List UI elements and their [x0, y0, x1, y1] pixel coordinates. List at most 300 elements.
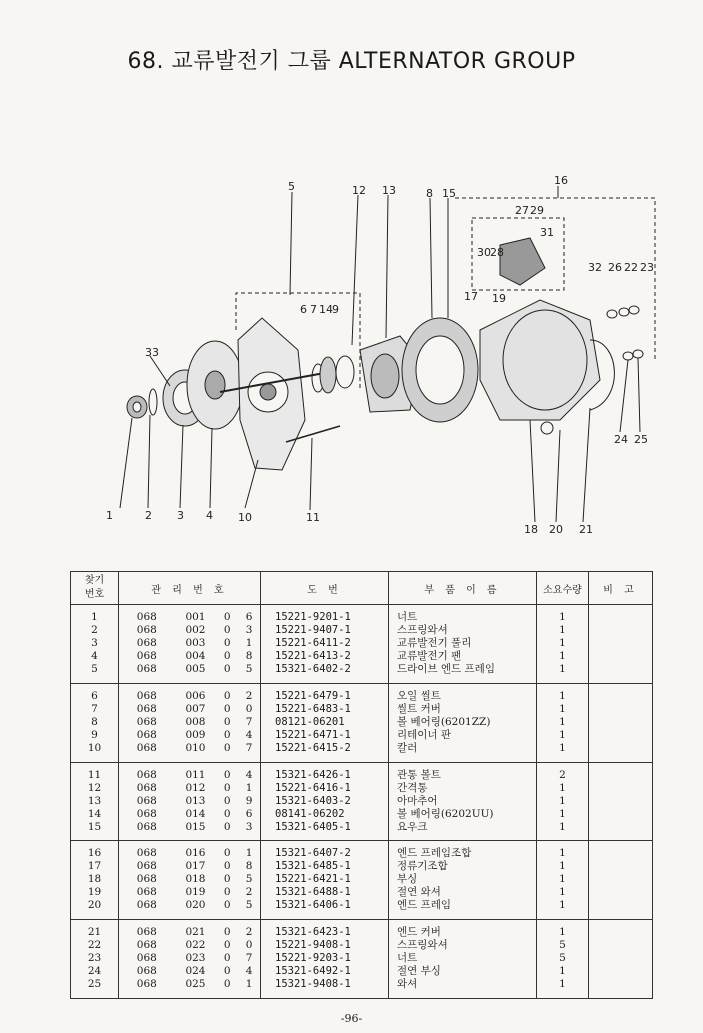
find-number-line: 11 — [87, 768, 102, 781]
callout-23: 23 — [640, 261, 654, 274]
management-number-line — [119, 782, 260, 795]
management-part-m4: 7 — [245, 952, 253, 965]
management-part-m3: 0 — [223, 702, 231, 715]
management-part-m2: 013 — [185, 794, 206, 807]
management-number-line — [119, 795, 260, 808]
management-number-line — [119, 703, 260, 716]
find-number-line: 3 — [91, 637, 98, 649]
find-number-line: 19 — [87, 886, 102, 899]
remarks-line — [589, 742, 652, 755]
management-part-m2: 009 — [185, 728, 206, 741]
management-number-line — [119, 939, 260, 952]
quantity-line: 1 — [559, 794, 566, 807]
management-number-line — [119, 637, 260, 650]
management-part-m1: 068 — [136, 873, 157, 886]
header-drawing-number: 도 번 — [261, 572, 389, 605]
management-part-m1: 068 — [136, 781, 157, 794]
callout-32: 32 — [588, 261, 602, 274]
callout-1: 1 — [106, 509, 113, 522]
management-part-m1: 068 — [136, 637, 157, 649]
find-number-line: 18 — [87, 873, 102, 886]
drawing-number-line: 15321-6485-1 — [275, 860, 351, 873]
management-part-m2: 006 — [185, 689, 206, 702]
part-name-line: 교류발전기 팬 — [397, 650, 462, 662]
management-number-line — [119, 611, 260, 624]
management-part-m3: 0 — [223, 794, 231, 807]
management-part-m4: 9 — [245, 794, 253, 807]
part-name-line: 와셔 — [397, 978, 418, 991]
part-name-line: 오일 씰트 — [397, 689, 441, 702]
management-part-m2: 023 — [185, 952, 206, 965]
management-part-m1: 068 — [136, 965, 157, 978]
part-name-line: 부싱 — [397, 873, 418, 886]
find-number-line: 13 — [87, 794, 102, 807]
drawing-number-line: 15221-9203-1 — [275, 952, 351, 965]
management-part-m3: 0 — [223, 926, 231, 939]
management-part-m2: 021 — [185, 926, 206, 939]
management-number-line — [119, 690, 260, 703]
callout-8: 8 — [426, 187, 433, 200]
callout-19: 19 — [492, 292, 506, 305]
quantity-line: 1 — [559, 807, 566, 820]
management-part-m1: 068 — [136, 702, 157, 715]
management-part-m4: 5 — [245, 899, 253, 912]
quantity-line: 1 — [559, 978, 566, 991]
part-name-line: 엔드 프레임 — [397, 899, 452, 912]
quantity-line: 1 — [559, 663, 566, 675]
remarks-line — [589, 860, 652, 873]
management-number-line — [119, 847, 260, 860]
management-part-m1: 068 — [136, 663, 157, 675]
drawing-number-line: 15221-9201-1 — [275, 611, 351, 623]
part-name-line: 스프링와셔 — [397, 939, 448, 952]
quantity-line: 1 — [559, 820, 566, 833]
remarks-line — [589, 978, 652, 991]
management-number-line — [119, 742, 260, 755]
management-part-m4: 7 — [245, 741, 253, 754]
find-number-line: 2 — [91, 624, 98, 636]
management-number-line — [119, 716, 260, 729]
management-part-m3: 0 — [223, 978, 231, 991]
part-name-line: 절연 부싱 — [397, 965, 441, 978]
management-part-m4: 5 — [245, 873, 253, 886]
find-number-line: 20 — [87, 899, 102, 912]
find-number-line: 12 — [87, 781, 102, 794]
management-part-m2: 018 — [185, 873, 206, 886]
remarks-line — [589, 952, 652, 965]
find-number-line: 9 — [91, 728, 98, 741]
management-number-line — [119, 952, 260, 965]
quantity-line: 1 — [559, 624, 566, 636]
management-part-m3: 0 — [223, 860, 231, 873]
remarks-line — [589, 847, 652, 860]
drawing-number-line: 15221-6413-2 — [275, 650, 351, 662]
drawing-number-line: 15221-6411-2 — [275, 637, 351, 649]
page-title: 68. 교류발전기 그룹 ALTERNATOR GROUP — [127, 49, 576, 74]
part-name-line: 드라이브 엔드 프레임 — [397, 663, 495, 675]
part-name-line: 너트 — [397, 611, 418, 623]
management-part-m4: 2 — [245, 926, 253, 939]
drawing-number-line: 15321-6406-1 — [275, 899, 351, 912]
parts-table-header — [71, 572, 653, 605]
callout-22: 22 — [624, 261, 638, 274]
management-part-m1: 068 — [136, 978, 157, 991]
find-number-cell — [71, 605, 119, 684]
drawing-number-cell — [261, 762, 389, 841]
management-part-m4: 6 — [245, 807, 253, 820]
management-part-m4: 8 — [245, 860, 253, 873]
remarks-line — [589, 716, 652, 729]
find-number-line: 8 — [91, 715, 98, 728]
callout-28: 28 — [490, 246, 504, 259]
callout-2: 2 — [145, 509, 152, 522]
management-number-cell — [119, 920, 261, 999]
remarks-line — [589, 821, 652, 834]
remarks-line — [589, 650, 652, 663]
drawing-number-cell — [261, 920, 389, 999]
quantity-line: 1 — [559, 965, 566, 978]
management-part-m4: 3 — [245, 820, 253, 833]
management-part-m2: 001 — [185, 611, 206, 623]
find-number-line: 24 — [87, 965, 102, 978]
callout-29: 29 — [530, 204, 544, 217]
drawing-number-line: 15321-6403-2 — [275, 794, 351, 807]
remarks-line — [589, 926, 652, 939]
find-number-line: 5 — [91, 663, 98, 675]
management-part-m3: 0 — [223, 899, 231, 912]
find-number-line: 1 — [91, 611, 98, 623]
parts-group — [71, 920, 653, 999]
management-part-m1: 068 — [136, 926, 157, 939]
drawing-number-line: 15221-6479-1 — [275, 689, 351, 702]
drawing-number-cell — [261, 605, 389, 684]
drawing-number-line: 15221-9407-1 — [275, 624, 351, 636]
management-part-m1: 068 — [136, 807, 157, 820]
find-number-line: 15 — [87, 820, 102, 833]
management-part-m4: 3 — [245, 624, 253, 636]
page-number: -96- — [340, 1012, 363, 1025]
callout-18: 18 — [524, 523, 538, 536]
remarks-cell — [589, 920, 653, 999]
drawing-number-line: 15221-6416-1 — [275, 781, 351, 794]
drawing-number-line: 15221-9408-1 — [275, 939, 351, 952]
management-part-m4: 4 — [245, 768, 253, 781]
header-remarks: 비 고 — [589, 572, 653, 605]
management-part-m1: 068 — [136, 741, 157, 754]
drawing-number-line: 15321-6423-1 — [275, 926, 351, 939]
drawing-number-cell — [261, 683, 389, 762]
callout-9: 9 — [332, 303, 339, 316]
management-part-m2: 025 — [185, 978, 206, 991]
management-part-m3: 0 — [223, 768, 231, 781]
management-part-m2: 007 — [185, 702, 206, 715]
callout-14: 14 — [319, 303, 333, 316]
management-part-m4: 0 — [245, 939, 253, 952]
remarks-line — [589, 965, 652, 978]
callout-3: 3 — [177, 509, 184, 522]
remarks-line — [589, 899, 652, 912]
remarks-cell — [589, 683, 653, 762]
callout-26: 26 — [608, 261, 622, 274]
management-part-m3: 0 — [223, 952, 231, 965]
remarks-line — [589, 663, 652, 676]
remarks-line — [589, 795, 652, 808]
management-part-m1: 068 — [136, 715, 157, 728]
callout-13: 13 — [382, 184, 396, 197]
management-part-m2: 010 — [185, 741, 206, 754]
management-number-cell — [119, 683, 261, 762]
quantity-line: 1 — [559, 702, 566, 715]
remarks-cell — [589, 762, 653, 841]
drawing-number-line: 15221-6471-1 — [275, 728, 351, 741]
management-part-m1: 068 — [136, 860, 157, 873]
management-part-m1: 068 — [136, 952, 157, 965]
part-name-line: 볼 베어링(6201ZZ) — [397, 715, 491, 728]
management-number-cell — [119, 841, 261, 920]
management-part-m2: 019 — [185, 886, 206, 899]
remarks-line — [589, 637, 652, 650]
management-part-m3: 0 — [223, 624, 231, 636]
quantity-line: 1 — [559, 715, 566, 728]
management-number-line — [119, 650, 260, 663]
management-part-m4: 1 — [245, 978, 253, 991]
management-part-m1: 068 — [136, 689, 157, 702]
management-number-cell — [119, 762, 261, 841]
quantity-line: 1 — [559, 689, 566, 702]
find-number-line: 22 — [87, 939, 102, 952]
part-name-cell — [389, 683, 537, 762]
management-part-m1: 068 — [136, 728, 157, 741]
management-part-m3: 0 — [223, 781, 231, 794]
management-part-m4: 4 — [245, 728, 253, 741]
management-part-m3: 0 — [223, 873, 231, 886]
management-part-m2: 024 — [185, 965, 206, 978]
quantity-line: 1 — [559, 650, 566, 662]
remarks-cell — [589, 605, 653, 684]
management-part-m3: 0 — [223, 847, 231, 860]
header-part-name: 부 품 이 름 — [389, 572, 537, 605]
part-name-line: 절연 와셔 — [397, 886, 441, 899]
management-part-m4: 0 — [245, 702, 253, 715]
quantity-cell — [537, 841, 589, 920]
parts-group — [71, 605, 653, 684]
find-number-cell — [71, 920, 119, 999]
management-number-line — [119, 729, 260, 742]
quantity-line: 1 — [559, 926, 566, 939]
callout-24: 24 — [614, 433, 628, 446]
callout-20: 20 — [549, 523, 563, 536]
management-part-m3: 0 — [223, 715, 231, 728]
management-part-m1: 068 — [136, 611, 157, 623]
management-part-m1: 068 — [136, 624, 157, 636]
quantity-line: 2 — [559, 768, 566, 781]
quantity-cell — [537, 683, 589, 762]
management-part-m2: 016 — [185, 847, 206, 860]
find-number-line: 14 — [87, 807, 102, 820]
remarks-line — [589, 729, 652, 742]
part-name-line: 교류발전기 풀리 — [397, 637, 472, 649]
callout-7: 7 — [310, 303, 317, 316]
parts-table-body — [71, 605, 653, 999]
management-part-m1: 068 — [136, 650, 157, 662]
part-name-cell — [389, 605, 537, 684]
management-part-m1: 068 — [136, 768, 157, 781]
management-part-m4: 2 — [245, 886, 253, 899]
management-part-m3: 0 — [223, 939, 231, 952]
part-name-line: 엔드 커버 — [397, 926, 441, 939]
callout-4: 4 — [206, 509, 213, 522]
drawing-number-line: 15221-6483-1 — [275, 702, 351, 715]
management-part-m3: 0 — [223, 637, 231, 649]
find-number-line: 23 — [87, 952, 102, 965]
quantity-line: 1 — [559, 611, 566, 623]
part-name-line: 리테이너 판 — [397, 728, 452, 741]
parts-group — [71, 762, 653, 841]
drawing-number-line: 15321-6405-1 — [275, 820, 351, 833]
drawing-number-line: 15321-9408-1 — [275, 978, 351, 991]
quantity-cell — [537, 920, 589, 999]
parts-group — [71, 841, 653, 920]
management-part-m3: 0 — [223, 807, 231, 820]
drawing-number-line: 15321-6492-1 — [275, 965, 351, 978]
part-name-line: 엔드 프레임조합 — [397, 847, 472, 860]
management-part-m3: 0 — [223, 965, 231, 978]
quantity-line: 1 — [559, 873, 566, 886]
management-part-m1: 068 — [136, 794, 157, 807]
management-part-m1: 068 — [136, 820, 157, 833]
management-part-m4: 7 — [245, 715, 253, 728]
management-part-m3: 0 — [223, 886, 231, 899]
quantity-line: 1 — [559, 886, 566, 899]
parts-group — [71, 683, 653, 762]
quantity-line: 1 — [559, 728, 566, 741]
part-name-cell — [389, 920, 537, 999]
management-part-m2: 014 — [185, 807, 206, 820]
header-management-number: 관 리 번 호 — [119, 572, 261, 605]
drawing-number-line: 08141-06202 — [275, 807, 345, 820]
management-part-m4: 2 — [245, 689, 253, 702]
remarks-line — [589, 939, 652, 952]
part-name-cell — [389, 841, 537, 920]
find-number-line: 17 — [87, 860, 102, 873]
find-number-line: 4 — [91, 650, 98, 662]
management-part-m2: 017 — [185, 860, 206, 873]
drawing-number-line: 15221-6415-2 — [275, 741, 351, 754]
remarks-line — [589, 782, 652, 795]
quantity-line: 5 — [559, 939, 566, 952]
callout-16: 16 — [554, 174, 568, 187]
management-part-m2: 005 — [185, 663, 206, 675]
quantity-line: 1 — [559, 860, 566, 873]
management-part-m4: 6 — [245, 611, 253, 623]
part-name-line: 관통 볼트 — [397, 768, 441, 781]
drawing-number-line: 08121-06201 — [275, 715, 345, 728]
management-part-m2: 015 — [185, 820, 206, 833]
find-number-line: 7 — [91, 702, 98, 715]
management-part-m1: 068 — [136, 886, 157, 899]
drawing-number-line: 15321-6426-1 — [275, 768, 351, 781]
management-part-m3: 0 — [223, 741, 231, 754]
management-part-m3: 0 — [223, 650, 231, 662]
quantity-line: 1 — [559, 847, 566, 860]
find-number-cell — [71, 762, 119, 841]
part-name-line: 정류기조합 — [397, 860, 448, 873]
management-number-line — [119, 873, 260, 886]
management-part-m1: 068 — [136, 899, 157, 912]
remarks-line — [589, 873, 652, 886]
management-number-line — [119, 860, 260, 873]
management-part-m4: 8 — [245, 650, 253, 662]
management-number-line — [119, 808, 260, 821]
part-name-line: 스프링와셔 — [397, 624, 448, 636]
management-part-m4: 5 — [245, 663, 253, 675]
management-number-line — [119, 926, 260, 939]
find-number-line: 16 — [87, 847, 102, 860]
find-number-line: 6 — [91, 689, 98, 702]
part-name-line: 간격통 — [397, 781, 428, 794]
quantity-cell — [537, 605, 589, 684]
management-part-m1: 068 — [136, 847, 157, 860]
callout-27: 27 — [515, 204, 529, 217]
callout-15: 15 — [442, 187, 456, 200]
remarks-line — [589, 886, 652, 899]
management-part-m3: 0 — [223, 611, 231, 623]
management-number-line — [119, 886, 260, 899]
callout-10: 10 — [238, 511, 252, 524]
management-number-line — [119, 663, 260, 676]
management-part-m2: 002 — [185, 624, 206, 636]
quantity-line: 1 — [559, 781, 566, 794]
management-part-m2: 022 — [185, 939, 206, 952]
callout-21: 21 — [579, 523, 593, 536]
part-name-line: 요우크 — [397, 820, 428, 833]
drawing-number-line: 15321-6407-2 — [275, 847, 351, 860]
remarks-cell — [589, 841, 653, 920]
management-part-m4: 1 — [245, 781, 253, 794]
management-number-line — [119, 965, 260, 978]
parts-table — [70, 571, 653, 999]
remarks-line — [589, 808, 652, 821]
management-part-m2: 003 — [185, 637, 206, 649]
management-part-m2: 011 — [185, 768, 206, 781]
management-number-line — [119, 978, 260, 991]
callout-11: 11 — [306, 511, 320, 524]
remarks-line — [589, 690, 652, 703]
quantity-line: 1 — [559, 899, 566, 912]
part-name-line: 아마추어 — [397, 794, 438, 807]
management-number-line — [119, 624, 260, 637]
callout-5: 5 — [288, 180, 295, 193]
remarks-line — [589, 611, 652, 624]
quantity-line: 5 — [559, 952, 566, 965]
management-number-line — [119, 821, 260, 834]
management-part-m4: 1 — [245, 847, 253, 860]
callout-33: 33 — [145, 346, 159, 359]
callout-30: 30 — [477, 246, 491, 259]
part-name-line: 씰트 커버 — [397, 702, 441, 715]
management-part-m3: 0 — [223, 728, 231, 741]
find-number-cell — [71, 683, 119, 762]
drawing-number-cell — [261, 841, 389, 920]
management-part-m3: 0 — [223, 820, 231, 833]
find-number-line: 10 — [87, 741, 102, 754]
management-part-m4: 4 — [245, 965, 253, 978]
remarks-line — [589, 769, 652, 782]
callout-31: 31 — [540, 226, 554, 239]
management-number-line — [119, 769, 260, 782]
quantity-line: 1 — [559, 637, 566, 649]
management-part-m1: 068 — [136, 939, 157, 952]
